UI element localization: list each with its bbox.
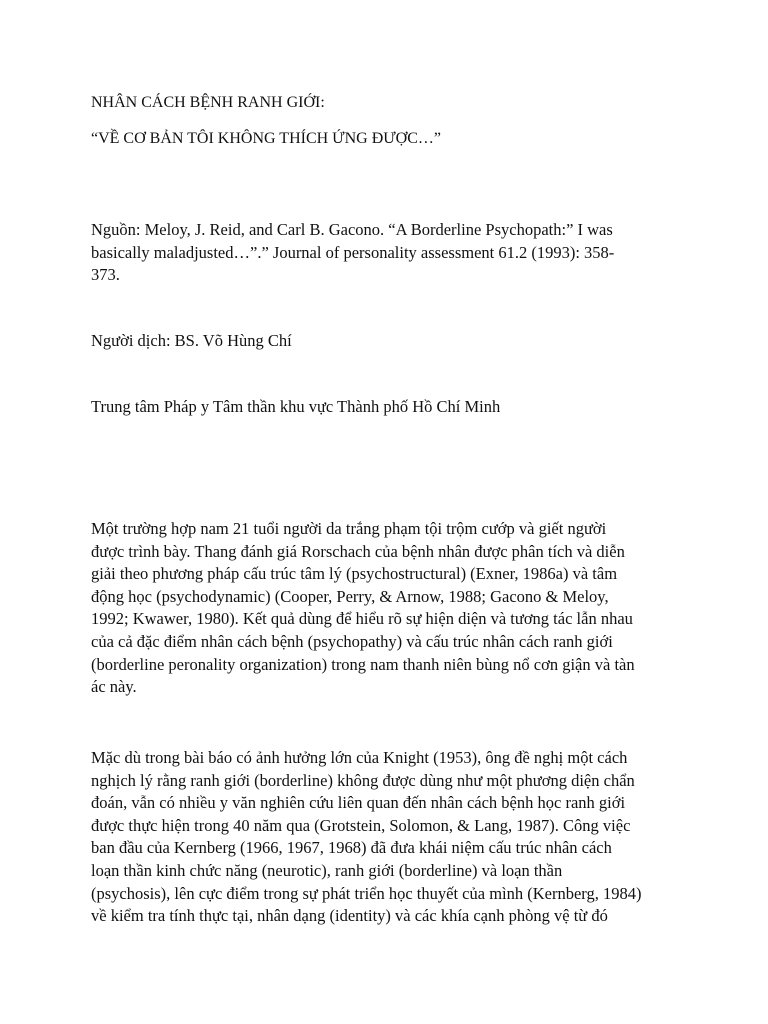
translator-line: Người dịch: BS. Võ Hùng Chí [91,331,292,350]
document-title-line2: “VỀ CƠ BẢN TÔI KHÔNG THÍCH ỨNG ĐƯỢC…” [91,130,441,147]
abstract-paragraph: Một trường hợp nam 21 tuổi người da trắng phạm tội trộm cướp và giết người được trình bày. Thang đánh giá Rorschach của bệnh nhân được phân tích và diễn giải theo phương pháp cấu trúc tâm lý (psychostructural) (Exner, 1986a) và tâm động học (psychodynamic) (Cooper, Perry, & Arnow, 1988; Gacono & Meloy, 1992; Kwawer, 1980). Kết quả dùng để hiểu rõ sự hiện diện và tương tác lẫn nhau của cả đặc điểm nhân cách bệnh (psychopathy) và cấu trúc nhân cách ranh giới (borderline peronality organization) trong nam thanh niên bùng nổ cơn giận và tàn ác này. [91,519,635,697]
institution-line: Trung tâm Pháp y Tâm thần khu vực Thành phố Hồ Chí Minh [91,397,501,416]
body-paragraph: Mặc dù trong bài báo có ảnh hưởng lớn của Knight (1953), ông đề nghị một cách nghịch lý rằng ranh giới (borderline) không được dùng như một phương diện chẩn đoán, vẫn có nhiều y văn nghiên cứu liên quan đến nhân cách bệnh học ranh giới được thực hiện trong 40 năm qua (Grotstein, Solomon, & Lang, 1987). Công việc ban đầu của Kernberg (1966, 1967, 1968) đã đưa khái niệm cấu trúc nhân cách loạn thần kinh chức năng (neurotic), ranh giới (borderline) và loạn thần (psychosis), lên cực điểm trong sự phát triển học thuyết của mình (Kernberg, 1984) về kiểm tra tính thực tại, nhân dạng (identity) và các khía cạnh phòng vệ từ đó [91,748,642,926]
source-citation: Nguồn: Meloy, J. Reid, and Carl B. Gacono. “A Borderline Psychopath:” I was basically maladjusted…”.” Journal of personality assessment 61.2 (1993): 358- 373. [91,220,615,285]
document-title-line1: NHÂN CÁCH BỆNH RANH GIỚI: [91,94,325,111]
